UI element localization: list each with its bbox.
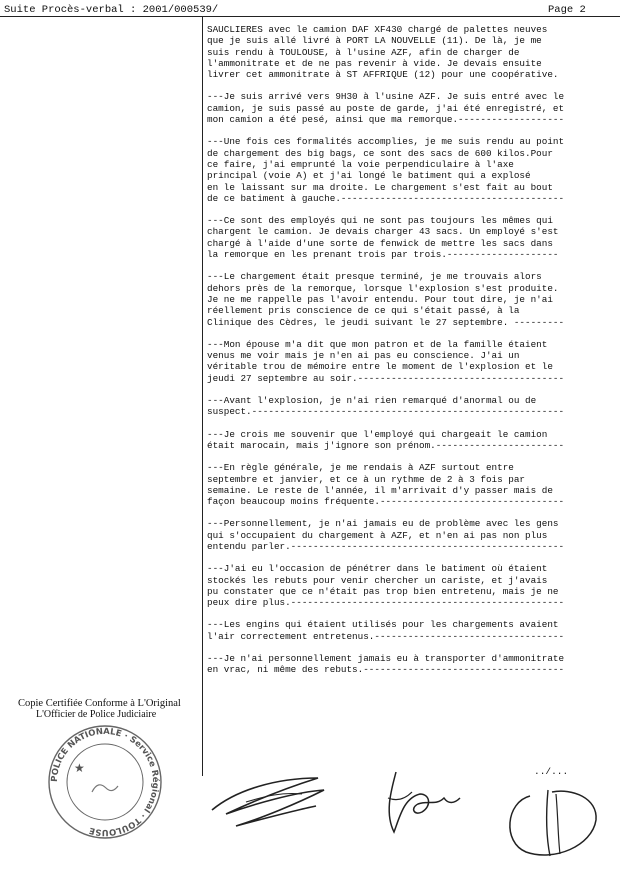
- statement-line: livrer cet ammonitrate à ST AFFRIQUE (12) pour une coopérative.: [207, 69, 559, 81]
- statement-paragraph: [207, 24, 613, 80]
- statement-line: jeudi 27 septembre au soir.-------------------------------------: [207, 372, 565, 384]
- statement-line: ---J'ai eu l'occasion de pénétrer dans le batiment où étaient: [207, 563, 548, 575]
- statement-line: dehors près de la remorque, lorsque l'explosion s'est produite.: [207, 282, 559, 294]
- statement-line: venus me voir mais je n'en ai pas eu conscience. J'ai un: [207, 350, 520, 362]
- statement-line: réellement pris conscience de ce qui s'était passé, à la: [207, 305, 520, 317]
- statement-line: ---Avant l'explosion, je n'ai rien remarqué d'anormal ou de: [207, 395, 537, 407]
- police-seal: [40, 722, 170, 842]
- statement-line: SAUCLIERES avec le camion DAF XF430 chargé de palettes neuves: [207, 24, 548, 35]
- statement-line: Je ne me rappelle pas l'avoir entendu. Pour tout dire, je n'ai: [207, 293, 553, 305]
- signature-witness: [496, 782, 606, 860]
- statement-line: ce faire, j'ai emprunté la voie perpendiculaire à l'axe: [207, 158, 514, 170]
- statement-paragraph: [207, 395, 613, 418]
- statement-line: en le laissant sur ma droite. Le chargement s'est fait au bout: [207, 181, 553, 193]
- continuation-mark: ../...: [534, 766, 569, 777]
- header-rule: [0, 16, 620, 17]
- statement-line: ---Personnellement, je n'ai jamais eu de problème avec les gens: [207, 518, 559, 530]
- statement-line: qui s'occupaient du chargement à AZF, et n'en ai pas non plus: [207, 529, 548, 541]
- statement-line: semaine. Le reste de l'année, il m'arrivait d'y passer mais de: [207, 484, 553, 496]
- statement-paragraph: [207, 271, 613, 327]
- statement-line: ---Je n'ai personnellement jamais eu à transporter d'ammonitrate: [207, 653, 565, 665]
- statement-line: était marocain, mais j'ignore son prénom.-----------------------: [207, 439, 565, 451]
- signature-declarant: [206, 770, 331, 835]
- statement-line: la remorque en les prenant trois par trois.--------------------: [207, 249, 559, 261]
- statement-line: ---Une fois ces formalités accomplies, je me suis rendu au point: [207, 136, 565, 148]
- statement-paragraph: [207, 136, 613, 204]
- statement-line: pu constater que ce n'était pas trop bien entretenu, mais je ne: [207, 585, 559, 597]
- statement-paragraph: [207, 91, 613, 125]
- report-reference: Suite Procès-verbal : 2001/000539/: [4, 4, 219, 16]
- statement-line: camion, je suis passé au poste de garde, j'ai été enregistré, et: [207, 102, 565, 114]
- statement-paragraph: [207, 518, 613, 552]
- stamp-line-2: L'Officier de Police Judiciaire: [36, 709, 157, 720]
- statement-paragraph: [207, 215, 613, 260]
- statement-line: principal (voie A) et j'ai longé le batiment qui a explosé: [207, 170, 531, 182]
- statement-paragraph: [207, 563, 613, 608]
- signature-officer: [374, 768, 464, 838]
- statement-line: ---Je suis arrivé vers 9H30 à l'usine AZF. Je suis entré avec le: [207, 91, 565, 103]
- statement-line: ---En règle générale, je me rendais à AZF surtout entre: [207, 462, 514, 474]
- seal-ring-text: POLICE NATIONALE · Service Régional · TOULOUSE: [49, 726, 161, 838]
- statement-body: [207, 24, 613, 687]
- statement-line: de chargement des big bags, ce sont des sacs de 600 kilos.Pour: [207, 147, 553, 159]
- statement-line: ---Je crois me souvenir que l'employé qui chargeait le camion: [207, 428, 548, 440]
- statement-line: stockés les rebuts pour venir chercher un cariste, et j'avais: [207, 574, 548, 586]
- statement-line: ---Ce sont des employés qui ne sont pas toujours les mêmes qui: [207, 215, 553, 227]
- statement-paragraph: [207, 429, 613, 452]
- statement-paragraph: [207, 462, 613, 507]
- statement-line: suspect.--------------------------------------------------------: [207, 406, 565, 418]
- statement-line: chargent le camion. Je devais charger 43 sacs. Un employé s'est: [207, 226, 559, 238]
- statement-line: l'air correctement entretenus.----------------------------------: [207, 630, 565, 642]
- statement-line: ---Mon épouse m'a dit que mon patron et de la famille étaient: [207, 338, 548, 350]
- statement-line: que je suis allé livré à PORT LA NOUVELLE (11). De là, je me: [207, 35, 542, 47]
- statement-line: mon camion a été pesé, ainsi que ma remorque.-------------------: [207, 114, 565, 126]
- statement-line: ---Les engins qui étaient utilisés pour les chargements avaient: [207, 619, 559, 631]
- statement-paragraph: [207, 339, 613, 384]
- statement-paragraph: [207, 653, 613, 676]
- page-number: Page 2: [548, 4, 586, 16]
- margin-rule: [202, 16, 203, 776]
- statement-line: l'ammonitrate et de ne pas revenir à vide. Je devais ensuite: [207, 57, 542, 69]
- statement-line: suis rendu à TOULOUSE, à l'usine AZF, afin de charger de: [207, 46, 520, 58]
- stamp-line-1: Copie Certifiée Conforme à L'Original: [18, 698, 181, 709]
- statement-line: façon beaucoup moins fréquente.---------------------------------: [207, 496, 565, 508]
- certification-stamp: [18, 698, 204, 720]
- statement-line: peux dire plus.-------------------------------------------------: [207, 597, 565, 609]
- statement-line: en vrac, ni même des rebuts.------------------------------------: [207, 664, 565, 676]
- statement-line: septembre et janvier, et ce à un rythme de 2 à 3 fois par: [207, 473, 526, 485]
- statement-line: ---Le chargement était presque terminé, je me trouvais alors: [207, 271, 542, 283]
- statement-paragraph: [207, 619, 613, 642]
- statement-line: entendu parler.-------------------------------------------------: [207, 540, 565, 552]
- statement-line: chargé à l'aide d'une sorte de fenwick de mettre les sacs dans: [207, 237, 553, 249]
- statement-line: de ce batiment à gauche.----------------------------------------: [207, 192, 565, 204]
- statement-line: Clinique des Cèdres, le jeudi suivant le 27 septembre. ---------: [207, 316, 565, 328]
- statement-line: véritable trou de mémoire entre le moment de l'explosion et le: [207, 361, 553, 373]
- svg-text:★: ★: [74, 761, 85, 775]
